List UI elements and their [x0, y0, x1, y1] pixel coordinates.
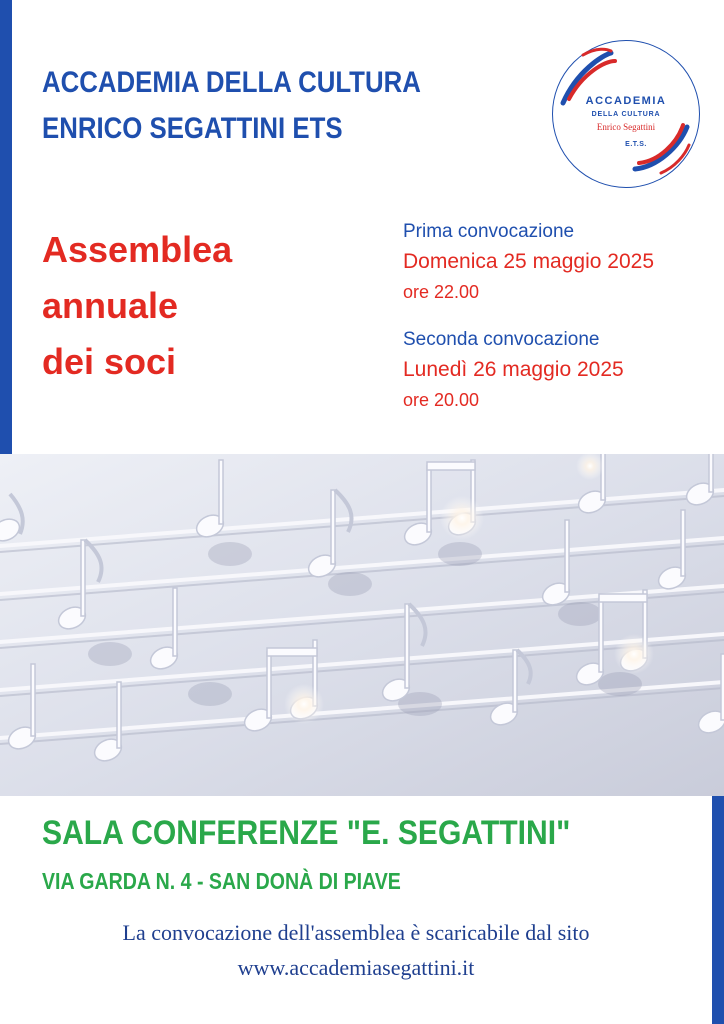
first-convocation-time: ore 22.00 — [403, 282, 480, 302]
right-accent-bar — [712, 796, 724, 1024]
first-convocation — [403, 217, 654, 307]
headline-line2: annuale — [42, 285, 179, 326]
logo-text-ets: E.T.S. — [625, 141, 647, 148]
second-convocation-date: Lunedì 26 maggio 2025 — [403, 358, 624, 381]
website-url: www.accademiasegattini.it — [237, 955, 475, 980]
music-notes-image — [0, 454, 724, 796]
second-convocation-time: ore 20.00 — [403, 390, 480, 410]
logo-text-della-cultura: DELLA CULTURA — [591, 111, 661, 118]
first-convocation-date: Domenica 25 maggio 2025 — [403, 250, 654, 273]
venue-address: VIA GARDA N. 4 - SAN DONÀ DI PIAVE — [42, 868, 401, 894]
logo-text-accademia: ACCADEMIA — [585, 95, 667, 107]
logo-text-name: Enrico Segattini — [596, 122, 656, 132]
venue-name: SALA CONFERENZE "E. SEGATTINI" — [42, 814, 571, 852]
organization-title — [42, 60, 421, 152]
second-convocation — [403, 325, 624, 415]
headline — [42, 222, 232, 390]
headline-line1: Assemblea — [42, 229, 233, 270]
organization-title-line2: ENRICO SEGATTINI ETS — [42, 112, 343, 145]
organization-title-line1: ACCADEMIA DELLA CULTURA — [42, 66, 421, 99]
first-convocation-label: Prima convocazione — [403, 221, 575, 242]
second-convocation-label: Seconda convocazione — [403, 329, 600, 350]
organization-logo — [552, 40, 700, 188]
left-accent-bar — [0, 0, 12, 454]
headline-line3: dei soci — [42, 341, 177, 382]
download-note: La convocazione dell'assemblea è scaricabile dal sito — [122, 920, 590, 945]
